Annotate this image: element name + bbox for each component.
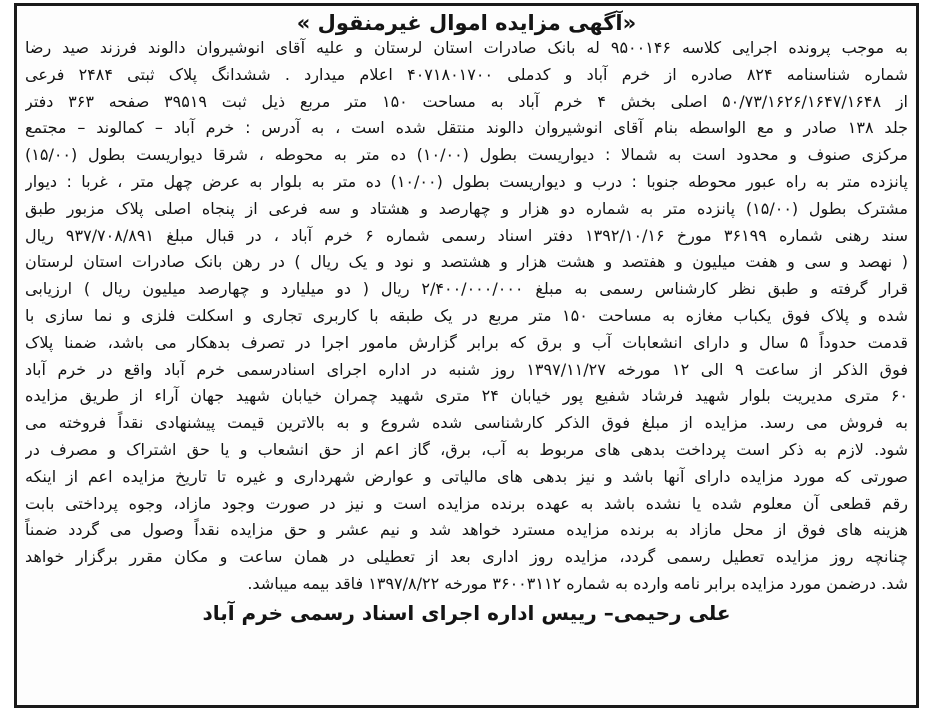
notice-line: فوق الذکر از ساعت ۹ الی ۱۲ مورخه ۱۳۹۷/۱۱/۲۷ روز شنبه در اداره اجرای اسنادرسمی خرم آباد واقع در خرم آباد <box>25 359 908 379</box>
notice-line: سند رهنی شماره ۳۶۱۹۹ مورخ ۱۳۹۲/۱۰/۱۶ دفتر اسناد رسمی شماره ۶ خرم آباد ، در قبال مبلغ ۹۳۷/۷۰۸/۸۹۱ ریال <box>25 225 908 245</box>
notice-line: شده و پلاک فوق یکباب مغازه به مساحت ۱۵۰ متر مربع در یک طبقه با کاربری تجاری و اسکلت فلزی و نما سازی با <box>25 305 908 325</box>
notice-signature: علی رحیمی– رییس اداره اجرای اسناد رسمی خرم آباد <box>202 600 731 625</box>
notice-line: شود. لازم به ذکر است پرداخت بدهی های مربوط به آب، برق، گاز اعم از حق انشعاب و یا حق اشتراک و مصرف در <box>25 439 908 459</box>
notice-line: ( نهصد و سی و هفت میلیون و هفتصد و هشت هزار و هشتصد و نود و یک ریال ) در رهن بانک صادرات استان لرستان <box>25 252 908 272</box>
notice-line: شد. درضمن مورد مزایده برابر نامه وارده به شماره ۳۶۰۰۳۱۱۲ مورخه ۱۳۹۷/۸/۲۲ فاقد بیمه میباشد. <box>247 573 908 593</box>
notice-line: به موجب پرونده اجرایی کلاسه ۹۵۰۰۱۴۶ له بانک صادرات استان لرستان و علیه آقای انوشیروان دالوند فرزند صید رضا <box>25 38 908 57</box>
notice-line: به فروش می رسد. مزایده از مبلغ فوق الذکر کارشناسی شده شروع و به بالاترین قیمت پیشنهادی نقداً فروخته می <box>25 413 908 433</box>
notice-line: ۶۰ متری مدیریت بلوار شهید فرشاد شفیع پور خیابان ۲۴ متری شهید چمران خیابان شهید جهان آراء از طریق مزایده <box>25 386 908 406</box>
notice-line: صورتی که مورد مزایده دارای آنها باشد و نیز بدهی های مالیاتی و عوارض شهرداری و غیره تا تاریخ مزایده اعم از اینکه <box>25 466 908 486</box>
notice-line: پانزده متر به راه عبور محوطه جنوبا : درب و دیواریست بطول (۱۰/۰۰) ده متر به بلوار به عرض چهل متر ، غربا : دیوار <box>25 171 908 191</box>
notice-title: «آگهی مزایده اموال غیرمنقول » <box>296 11 637 35</box>
notice-line: قدمت حدوداً ۵ سال و دارای انشعابات آب و برق که برابر گزارش مامور اجرا در تصرف بدهکار می باشد، ضمنا پلاک <box>25 332 908 352</box>
notice-line: مرکزی صنوف و محدود است به شمالا : دیواریست بطول (۱۰/۰۰) ده متر به محوطه ، شرقا دیواریست بطول (۱۵/۰۰) <box>25 145 908 165</box>
notice-line: قرار گرفته و طبق نظر کارشناس رسمی به مبلغ ۲/۴۰۰/۰۰۰/۰۰۰ ریال ( دو میلیارد و چهارصد میلیون ریال ) ارزیابی <box>25 279 908 299</box>
auction-notice <box>14 3 919 708</box>
notice-line: هزینه های فوق از محل مازاد به برنده مزایده مسترد خواهد شد و نیم عشر و حق مزایده نقداً وصول می گردد ضمناً <box>25 520 908 540</box>
notice-line: از ۵۰/۷۳/۱۶۲۶/۱۶۴۷/۱۶۴۸ اصلی بخش ۴ خرم آباد به مساحت ۱۵۰ متر مربع ذیل ثبت ۳۹۵۱۹ صفحه ۳۶۳ دفتر <box>25 91 908 111</box>
notice-line: شماره شناسنامه ۸۲۴ صادره از خرم آباد و کدملی ۴۰۷۱۸۰۱۷۰۰ اعلام میدارد . ششدانگ پلاک ثبتی ۲۴۸۴ فرعی <box>25 64 908 84</box>
notice-line: مشترک بطول (۱۵/۰۰) پانزده متر به شماره دو هزار و چهارصد و هشتاد و سه فرعی از پنجاه اصلی پلاک مزبور طبق <box>25 198 908 218</box>
notice-body <box>25 35 908 598</box>
notice-line: جلد ۱۳۸ صادر و مع الواسطه بنام آقای انوشیروان دالوند منتقل شده است ، به آدرس : خرم آباد – کمالوند – مجتمع <box>25 118 908 138</box>
notice-line: چنانچه روز مزایده تعطیل رسمی گردد، مزایده روز اداری بعد از تعطیلی در همان ساعت و مکان مقرر برگزار خواهد <box>25 547 908 567</box>
notice-line: رقم قطعی آن معلوم شده یا نشده باشد به عهده برنده مزایده است و نیز در صورت وجود مازاد، وجوه پرداختی بابت <box>25 493 908 513</box>
